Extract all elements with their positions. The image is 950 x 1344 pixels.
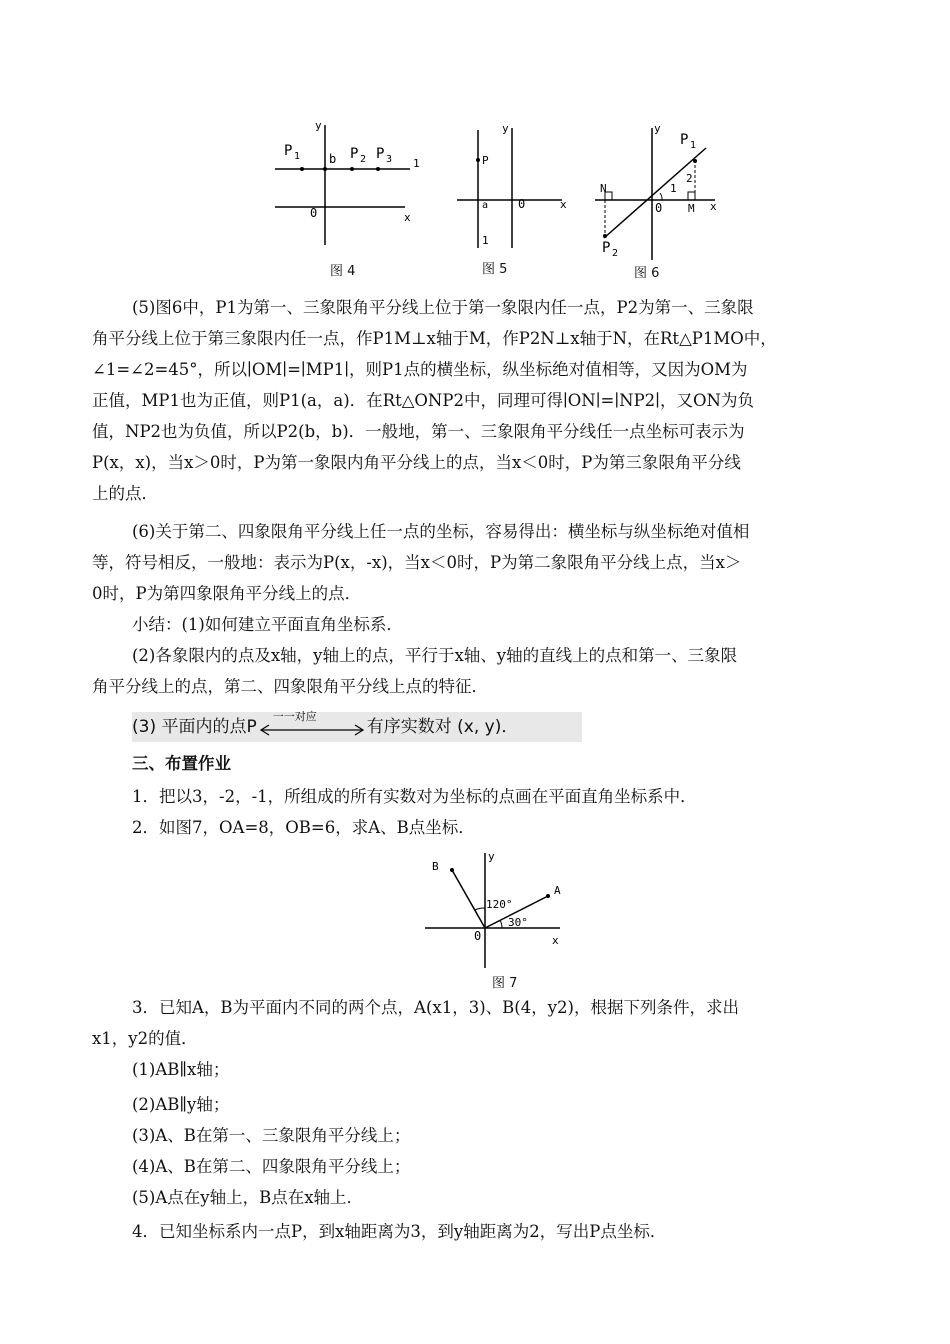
fig4-p2-label: P <box>350 146 359 162</box>
paragraph-5-line-2: 角平分线上位于第三象限内任一点，作P1M⊥x轴于M，作P2N⊥x轴于N，在Rt△P1MO中， <box>92 329 777 348</box>
fig6-p2-label: P <box>602 240 611 256</box>
figure-7 <box>420 848 580 991</box>
figure-7-diagram <box>420 848 580 973</box>
paragraph-6-line-2: 等，符号相反，一般地：表示为P(x，-x)，当x＜0时，P为第二象限角平分线上点，当x＞ <box>92 553 742 572</box>
homework-q3-item-4: (4)A、B在第二、四象限角平分线上； <box>132 1157 411 1176</box>
fig7-origin-label: 0 <box>474 929 482 943</box>
banner-right-text: 有序实数对 (x, y)． <box>366 717 519 737</box>
paragraph-5-line-6: P(x，x)，当x＞0时，P为第一象限内角平分线上的点，当x＜0时，P为第三象限角平分线 <box>92 453 741 472</box>
homework-q3-item-5: (5)A点在y轴上，B点在x轴上． <box>132 1188 364 1207</box>
double-arrow-icon <box>257 712 367 742</box>
fig6-x-label: x <box>710 200 717 213</box>
homework-q3-item-2: (2)AB∥y轴； <box>132 1095 230 1114</box>
arrow-label: 一一对应 <box>272 710 317 723</box>
banner-left-text: (3) 平面内的点P <box>132 717 257 737</box>
fig7-angle120-label: 120° <box>486 898 513 911</box>
paragraph-5-line-5: 值，NP2也为负值，所以P2(b，b)．一般地，第一、三象限角平分线任一点坐标可表示为 <box>92 422 745 441</box>
fig6-angle1-label: 1 <box>670 182 677 195</box>
figure-4-caption: 图 4 <box>330 264 356 279</box>
figure-6-diagram <box>590 120 730 275</box>
paragraph-6-line-1: (6)关于第二、四象限角平分线上任一点的坐标，容易得出：横坐标与纵坐标绝对值相 <box>132 522 750 541</box>
fig4-p2-sub: 2 <box>360 154 367 165</box>
figure-5-diagram <box>452 120 582 260</box>
figure-7-caption: 图 7 <box>492 976 518 991</box>
summary-line-3: 角平分线上的点，第二、四象限角平分线上点的特征． <box>92 677 488 696</box>
figure-4-diagram <box>270 115 430 255</box>
homework-q2: 2．如图7，OA=8，OB=6，求A、B点坐标． <box>132 818 475 837</box>
fig6-n-label: N <box>600 182 607 195</box>
fig5-a-label: a <box>482 200 489 211</box>
fig6-p1-label: P <box>680 132 689 148</box>
homework-q3-item-1: (1)AB∥x轴； <box>132 1060 230 1079</box>
homework-heading: 三、布置作业 <box>132 754 231 773</box>
paragraph-6-line-3: 0时，P为第四象限角平分线上的点． <box>92 584 362 603</box>
fig6-y-label: y <box>654 122 661 135</box>
fig6-p1-sub: 1 <box>690 140 697 151</box>
fig4-x-label: x <box>404 211 411 224</box>
homework-q1: 1．把以3，-2，-1，所组成的所有实数对为坐标的点画在平面直角坐标系中． <box>132 787 697 806</box>
fig6-p2-sub: 2 <box>612 248 619 259</box>
fig7-angle30-label: 30° <box>508 916 528 929</box>
fig6-m-label: M <box>688 202 695 215</box>
fig7-a-label: A <box>554 884 561 897</box>
fig5-x-label: x <box>560 198 567 211</box>
fig4-b-label: b <box>329 152 337 166</box>
fig4-origin-label: 0 <box>310 206 318 220</box>
paragraph-5-line-3: ∠1=∠2=45°，所以∣OM∣=∣MP1∣，则P1点的横坐标，纵坐标绝对值相等，又因为OM为 <box>92 360 748 379</box>
homework-q3-item-3: (3)A、B在第一、三象限角平分线上； <box>132 1126 411 1145</box>
paragraph-5-line-4: 正值，MP1也为正值，则P1(a，a)．在Rt△ONP2中，同理可得∣ON∣=∣NP2∣，又ON为负 <box>92 391 754 410</box>
figure-6 <box>590 120 730 281</box>
homework-q3-line-2: x1，y2的值． <box>92 1029 198 1048</box>
fig4-p3-sub: 3 <box>386 154 393 165</box>
fig5-y-label: y <box>502 122 509 135</box>
fig4-p3-label: P <box>376 146 385 162</box>
fig5-one-label: 1 <box>482 234 489 247</box>
figure-6-caption: 图 6 <box>634 266 660 281</box>
figure-4 <box>270 115 430 279</box>
fig5-p-label: P <box>482 154 489 167</box>
correspondence-banner <box>132 712 582 742</box>
fig7-y-label: y <box>488 850 495 863</box>
fig4-p1-label: P <box>284 143 293 159</box>
summary-line-1: 小结：(1)如何建立平面直角坐标系． <box>132 615 403 634</box>
figure-5 <box>452 120 582 277</box>
homework-q4: 4．已知坐标系内一点P，到x轴距离为3，到y轴距离为2，写出P点坐标． <box>132 1222 667 1241</box>
fig7-b-label: B <box>432 860 439 873</box>
homework-q3-line-1: 3．已知A，B为平面内不同的两个点，A(x1，3)、B(4，y2)，根据下列条件，求出 <box>132 998 739 1017</box>
fig6-angle2-label: 2 <box>686 172 693 185</box>
fig4-p1-sub: 1 <box>294 151 301 162</box>
figure-5-caption: 图 5 <box>482 262 508 277</box>
fig4-y-label: y <box>315 119 322 132</box>
paragraph-5-line-1: (5)图6中，P1为第一、三象限角平分线上位于第一象限内任一点，P2为第一、三象限 <box>132 298 754 317</box>
fig5-origin-label: 0 <box>518 197 526 211</box>
summary-line-2: (2)各象限内的点及x轴，y轴上的点，平行于x轴、y轴的直线上的点和第一、三象限 <box>132 646 738 665</box>
paragraph-5-line-7: 上的点． <box>92 484 158 503</box>
fig6-origin-label: 0 <box>655 201 663 215</box>
fig4-one-label: 1 <box>413 157 420 170</box>
fig7-x-label: x <box>552 934 559 947</box>
